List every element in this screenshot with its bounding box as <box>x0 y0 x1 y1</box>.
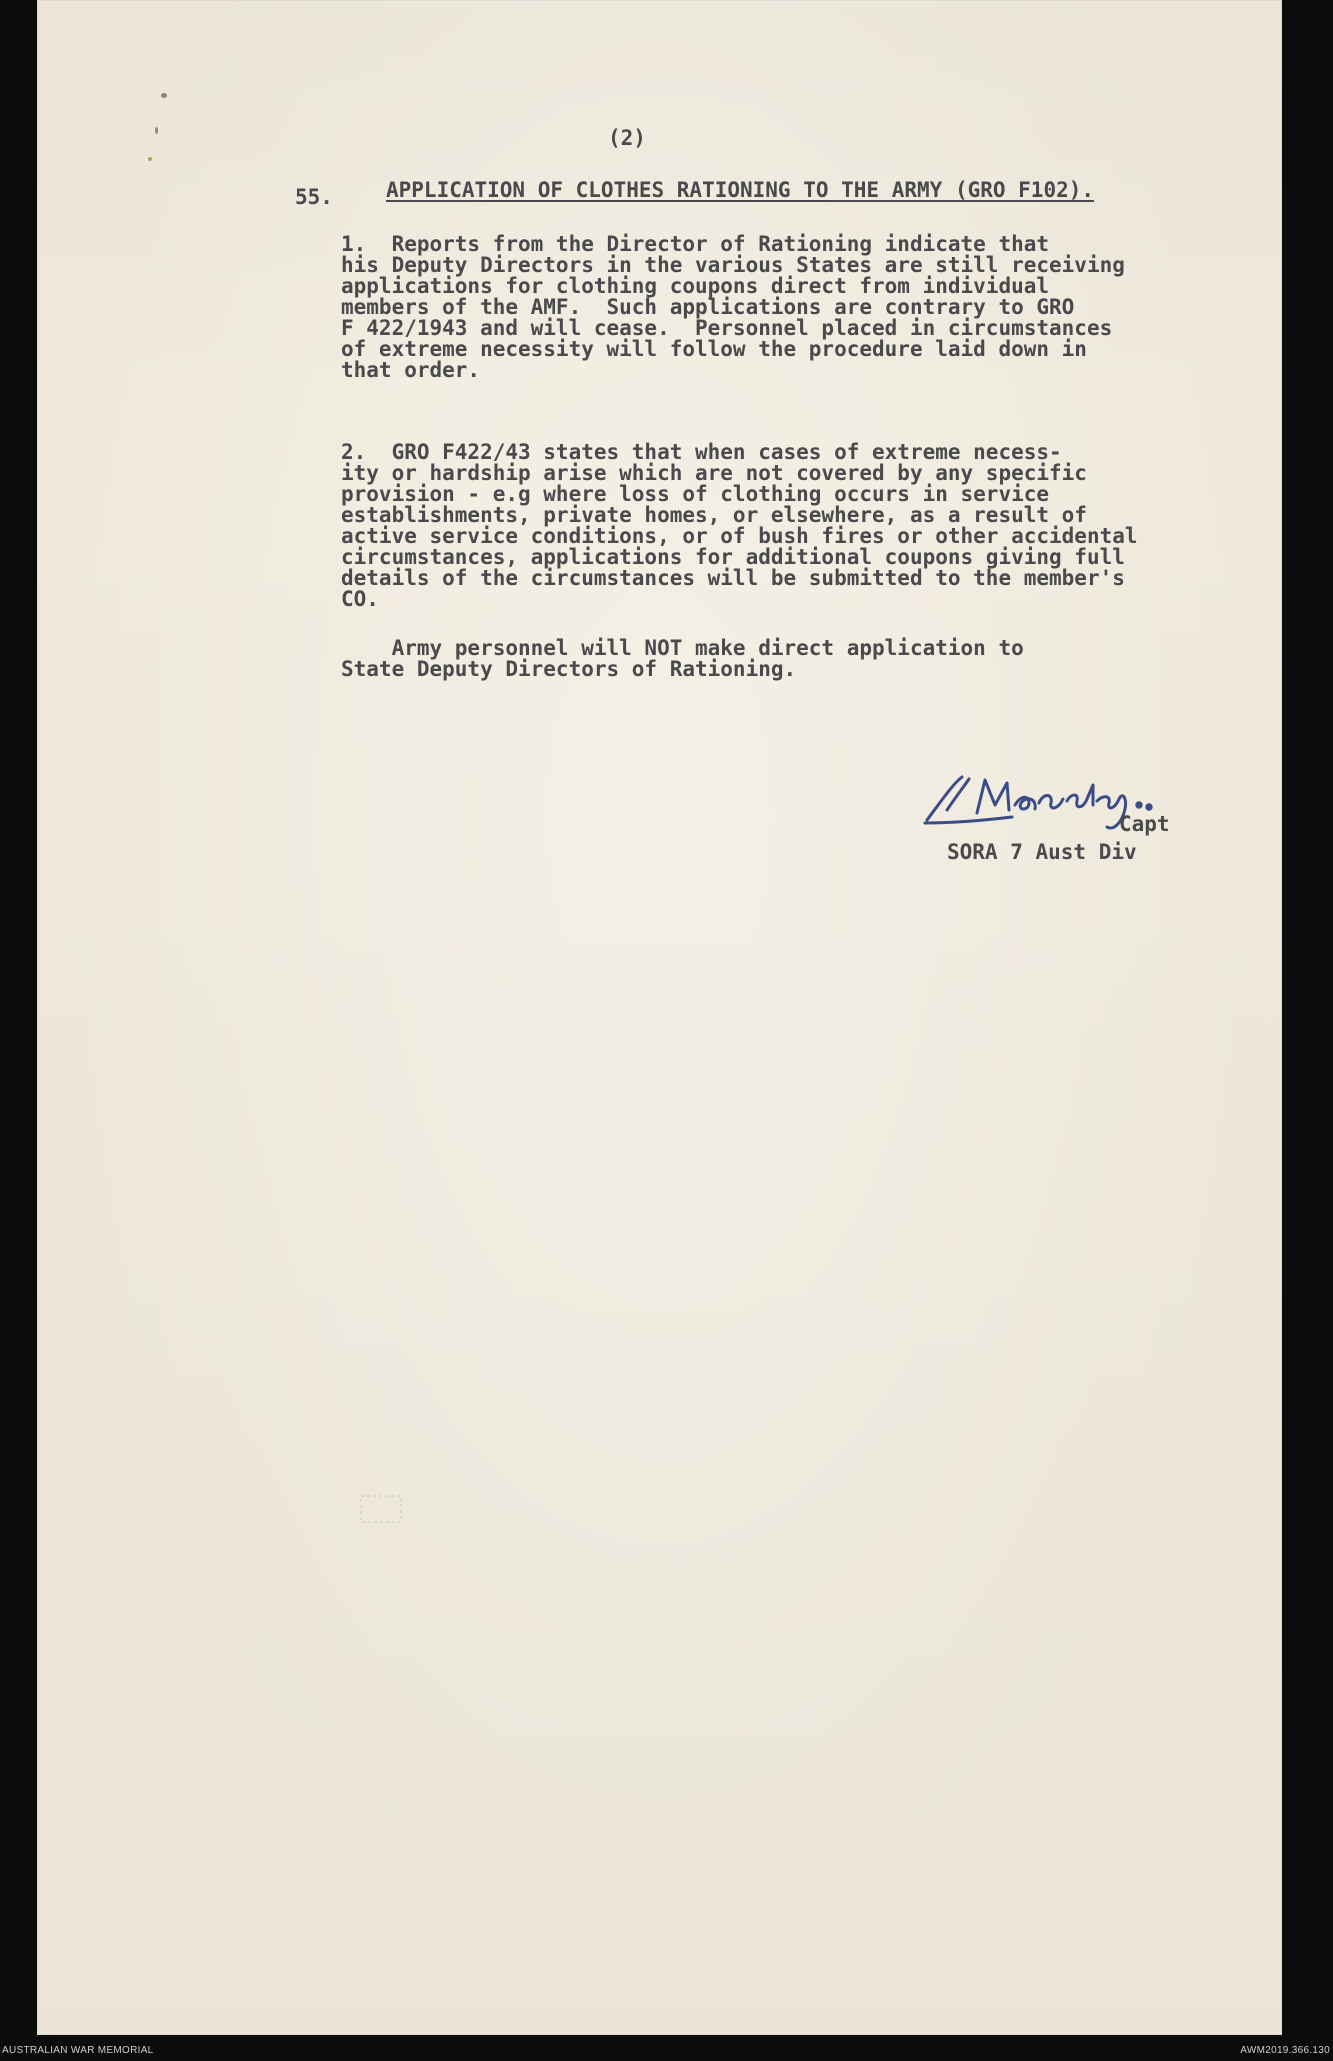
item-number: 55. <box>295 185 333 209</box>
footer-archive-name: AUSTRALIAN WAR MEMORIAL <box>2 2045 154 2056</box>
paragraph-2: 2. GRO F422/43 states that when cases of extreme necess- ity or hardship arise which are not covered by any specific provision - e.g where loss of clothing occurs in service establishments, private homes, or elsewhere, as a result of active service conditions, or of bush fires or other accidental circumstances, applications for additional coupons giving full details of the circumstances will be submitted to the member's CO. <box>341 440 1138 611</box>
paper-blemish <box>161 93 167 98</box>
section-heading: APPLICATION OF CLOTHES RATIONING TO THE ARMY (GRO F102). <box>386 178 1095 202</box>
signatory-rank: Capt <box>1119 812 1170 836</box>
paragraph-3: Army personnel will NOT make direct application to State Deputy Directors of Rationing. <box>341 636 1024 681</box>
paper-blemish <box>148 157 152 161</box>
signatory-unit: SORA 7 Aust Div <box>947 840 1137 864</box>
footer-accession-number: AWM2019.366.130 <box>1240 2045 1330 2056</box>
paper-blemish <box>155 127 158 134</box>
paragraph-1: 1. Reports from the Director of Rationing indicate that his Deputy Directors in the various States are still receiving applications for clothing coupons direct from individual members of the AMF. Such applications are contrary to GRO F 422/1943 and will cease. Personnel placed in circumstances of extreme necessity will follow the procedure laid down in that order. <box>341 232 1125 382</box>
faint-mark <box>357 1490 407 1530</box>
document-page <box>37 0 1282 2035</box>
page-number: (2) <box>608 126 646 150</box>
